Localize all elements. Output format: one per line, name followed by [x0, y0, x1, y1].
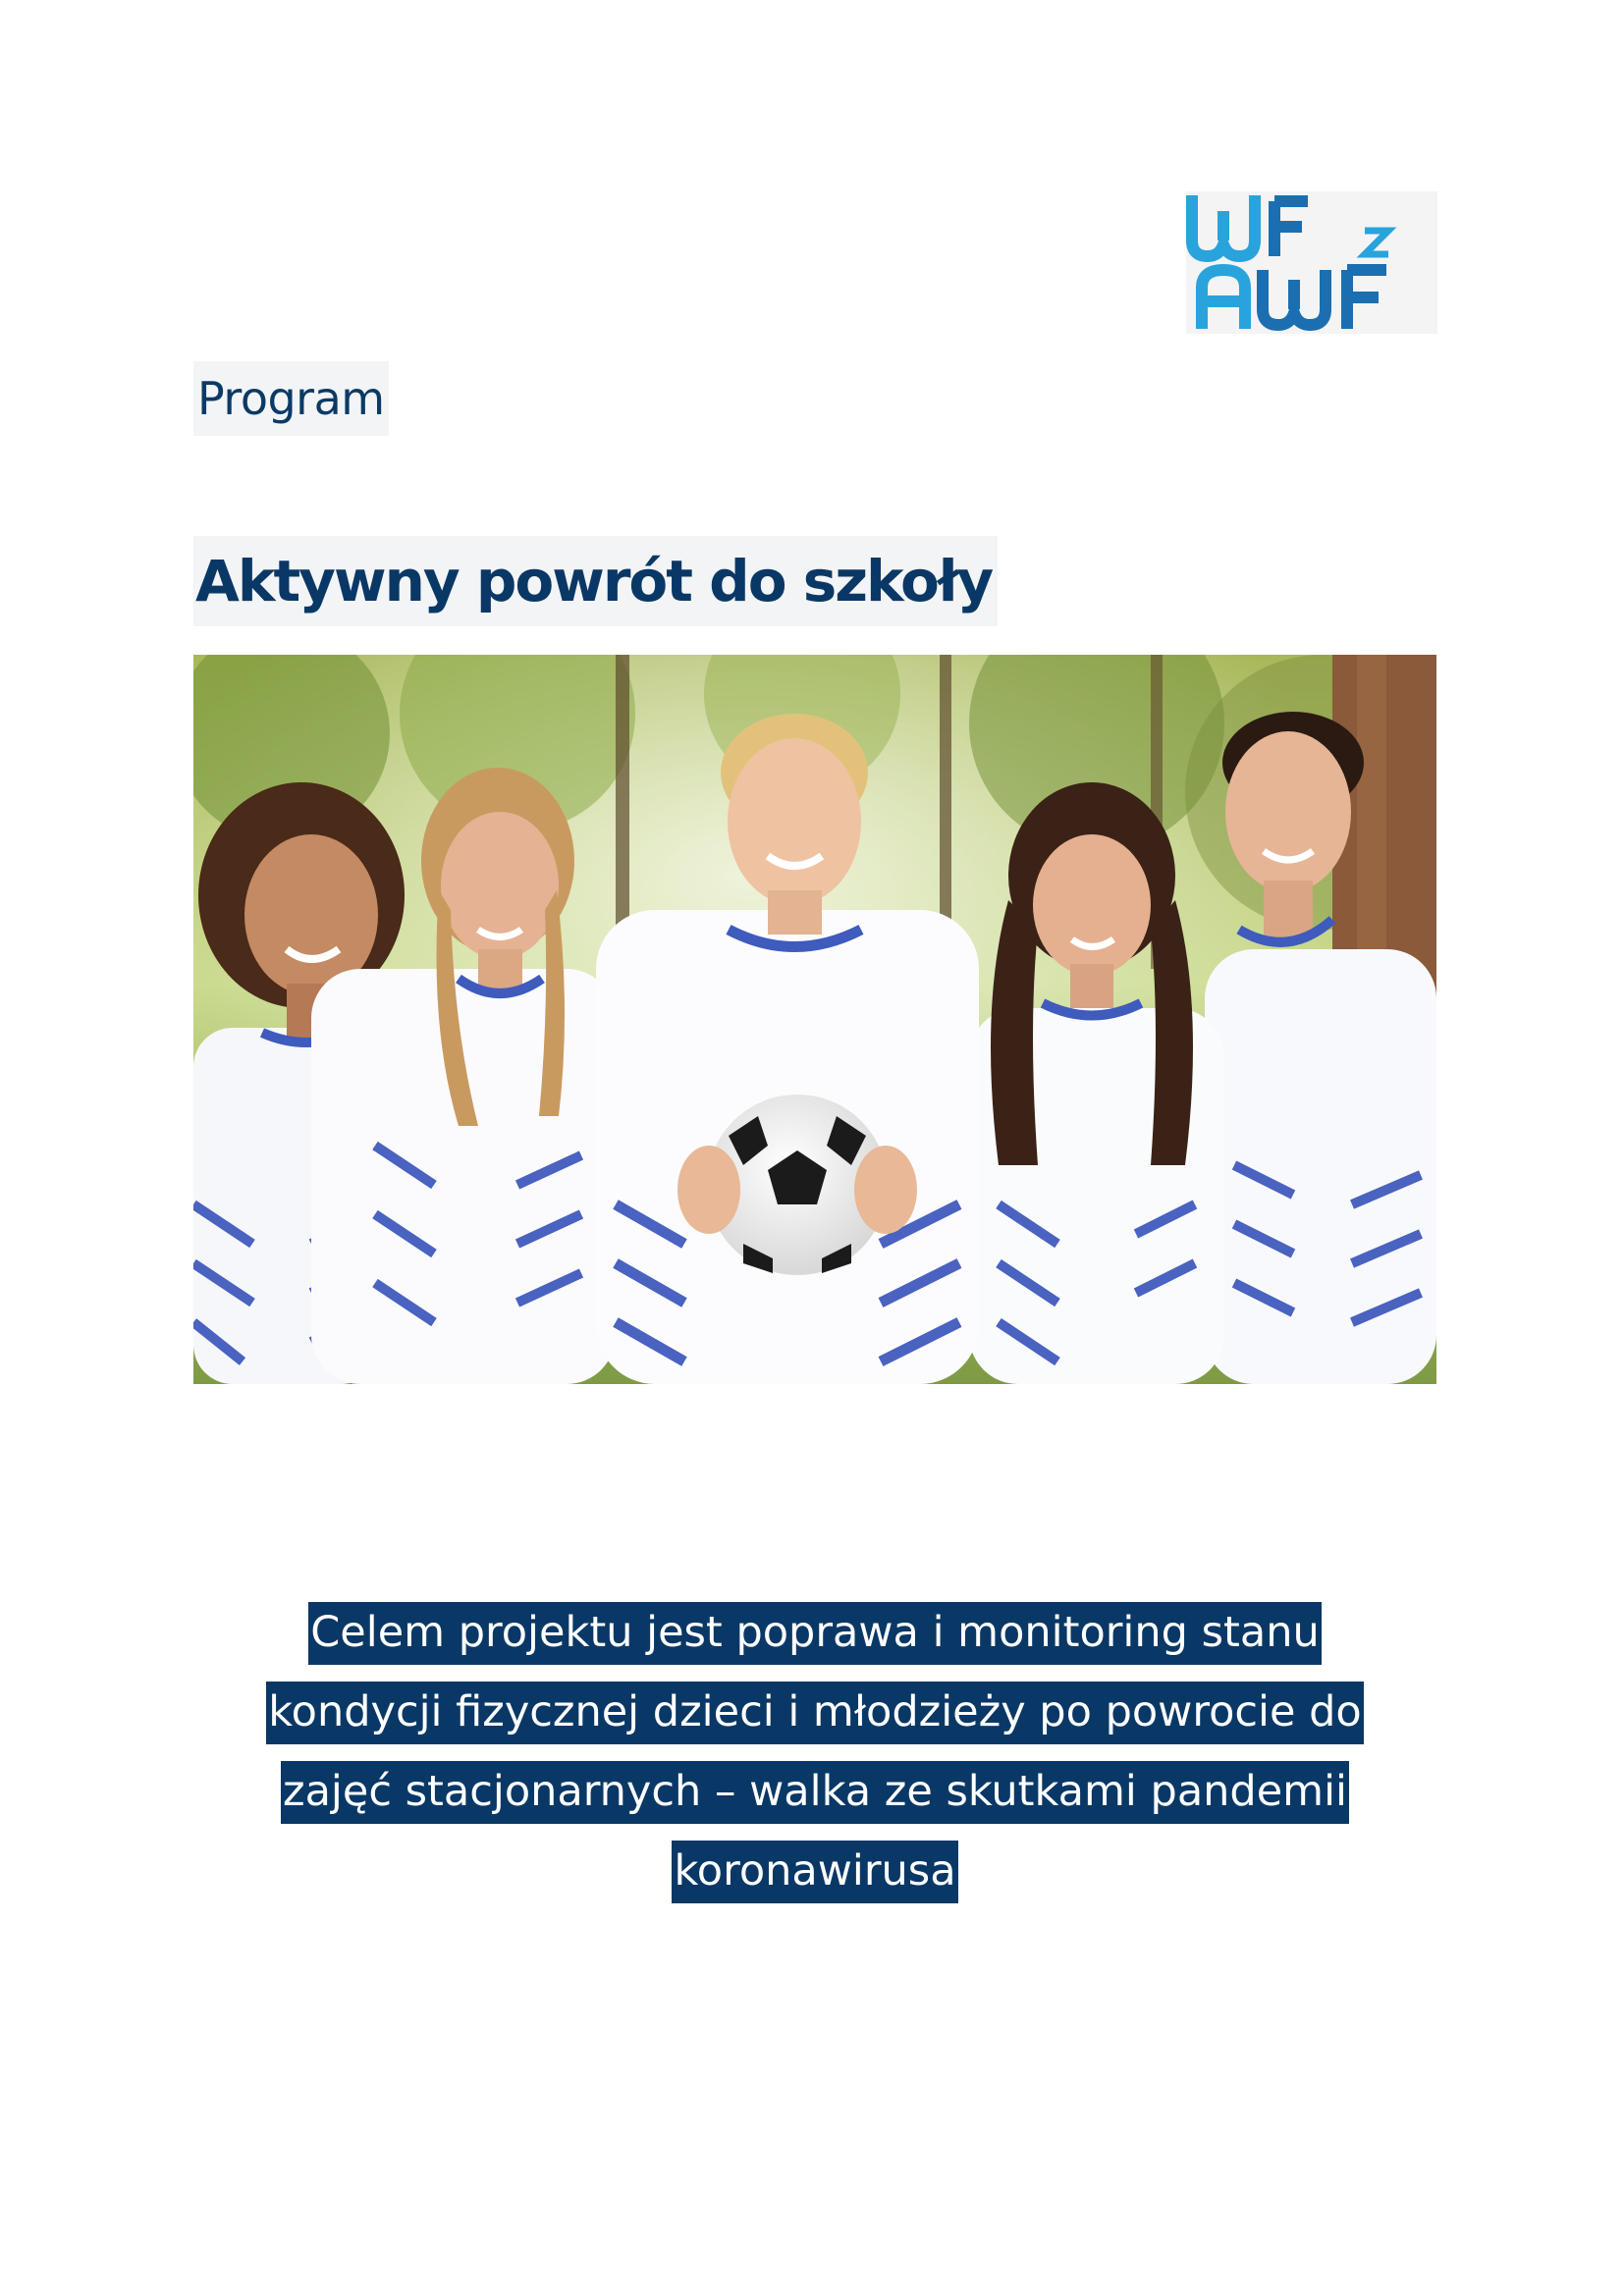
page-title: Aktywny powrót do szkoły	[193, 536, 998, 626]
description-line: koronawirusa	[177, 1832, 1453, 1911]
wfzawf-logo	[1186, 191, 1437, 334]
program-label: Program	[193, 361, 389, 436]
project-description	[177, 1593, 1453, 1911]
children-soccer-photo	[193, 655, 1436, 1384]
description-line: zajęć stacjonarnych – walka ze skutkami pandemii	[177, 1752, 1453, 1832]
description-line: Celem projektu jest poprawa i monitoring stanu	[177, 1593, 1453, 1673]
description-line: kondycji fizycznej dzieci i młodzieży po powrocie do	[177, 1673, 1453, 1752]
